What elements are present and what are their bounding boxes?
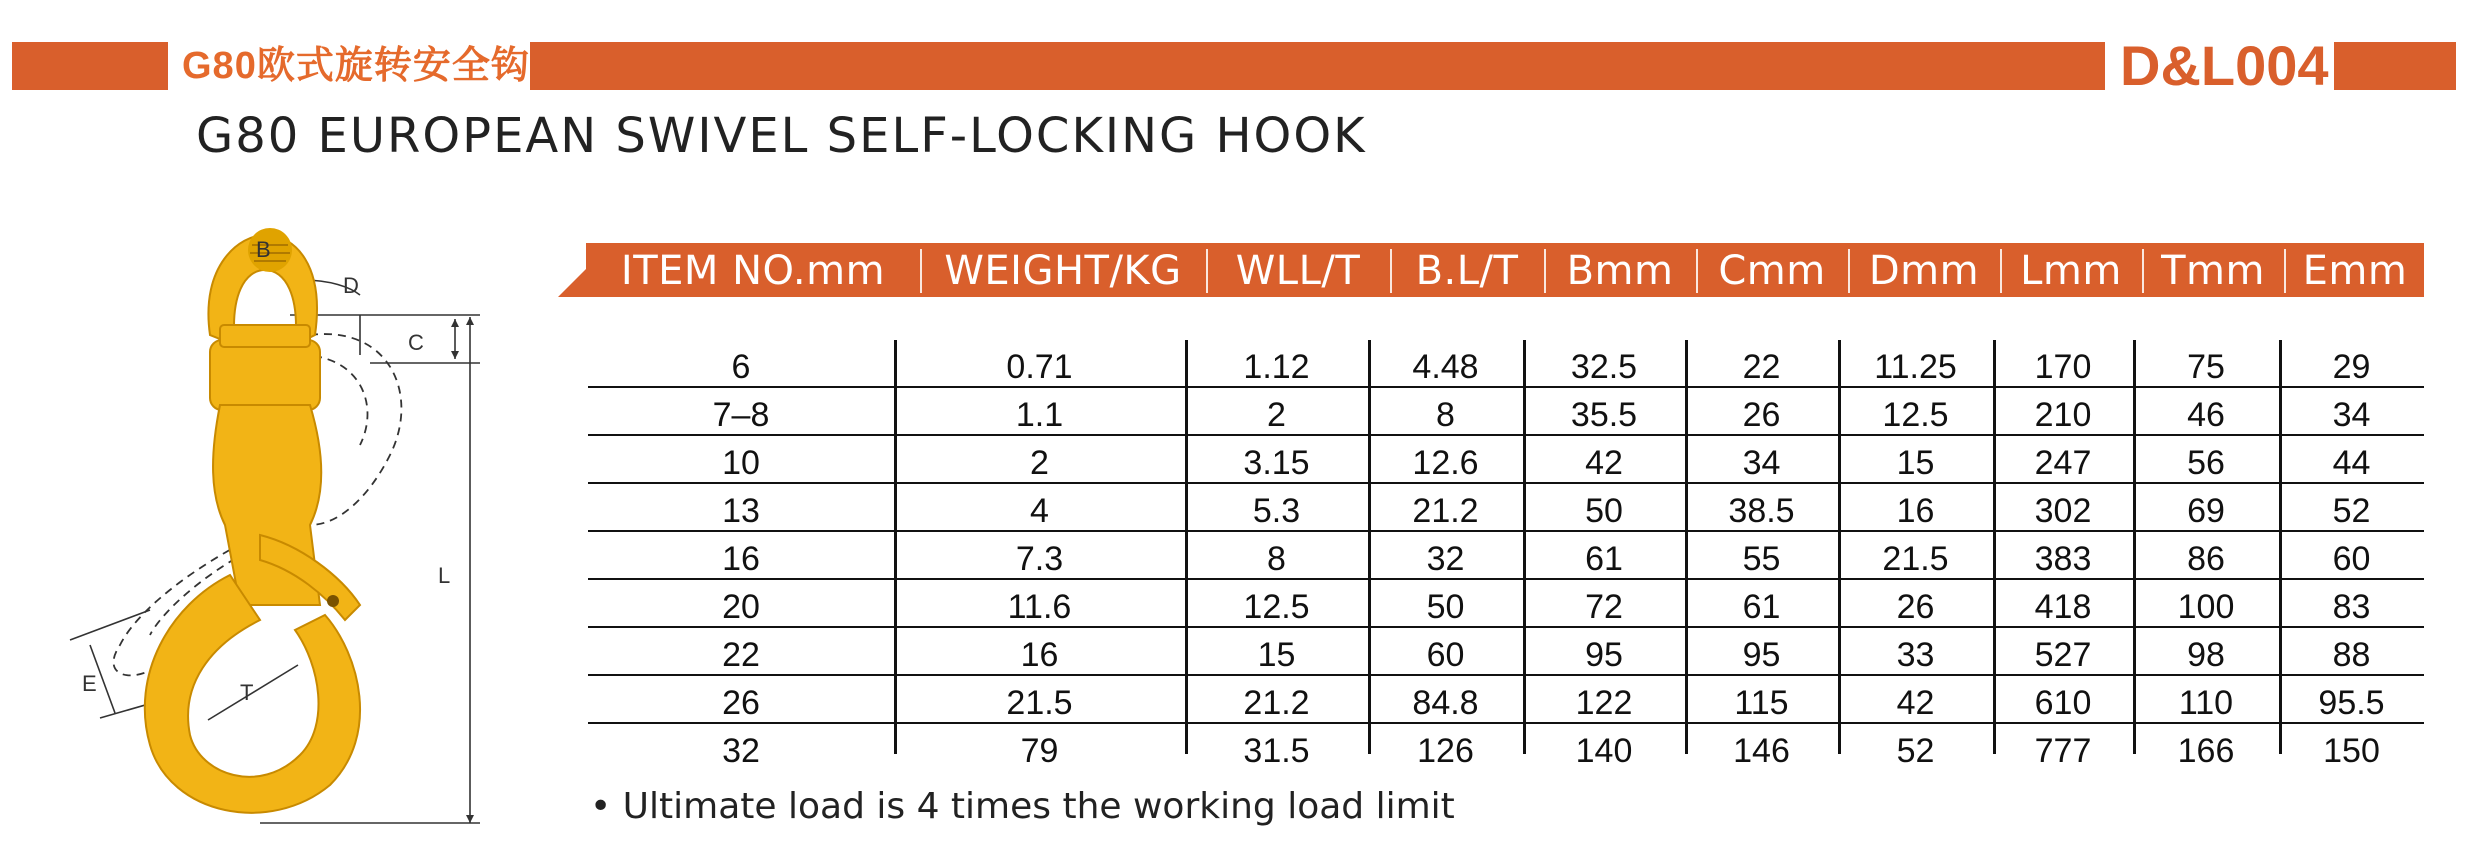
- cell-c: 146: [1733, 732, 1790, 770]
- dim-label-e: E: [82, 671, 97, 696]
- swivel-hook-illustration: [60, 225, 500, 845]
- cell-bl: 84.8: [1412, 684, 1479, 722]
- cell-c: 22: [1742, 348, 1781, 386]
- table-row: [588, 580, 2424, 628]
- dim-label-d: D: [343, 273, 359, 298]
- cell-bl: 12.6: [1412, 444, 1479, 482]
- cell-item-no: 13: [722, 492, 760, 530]
- header-weight: WEIGHT/KG: [944, 248, 1182, 294]
- cell-l: 247: [2034, 444, 2092, 482]
- cell-item-no: 10: [722, 444, 760, 482]
- cell-wll: 12.5: [1243, 588, 1310, 626]
- table-row: [588, 436, 2424, 484]
- cell-b: 50: [1585, 492, 1623, 530]
- product-code: D&L004: [2120, 34, 2329, 97]
- cell-l: 302: [2034, 492, 2092, 530]
- cell-weight: 4: [1030, 492, 1049, 530]
- cell-t: 98: [2187, 636, 2225, 674]
- table-row: [588, 532, 2424, 580]
- header-band-left: [12, 42, 168, 90]
- cell-wll: 21.2: [1243, 684, 1310, 722]
- cell-bl: 8: [1436, 396, 1455, 434]
- footnote: • Ultimate load is 4 times the working load limit: [590, 786, 1455, 827]
- cell-wll: 3.15: [1243, 444, 1310, 482]
- cell-t: 46: [2187, 396, 2225, 434]
- header-d: Dmm: [1868, 248, 1980, 294]
- cell-wll: 2: [1267, 396, 1286, 434]
- cell-c: 38.5: [1728, 492, 1795, 530]
- cell-d: 11.25: [1874, 348, 1957, 386]
- cell-b: 72: [1585, 588, 1623, 626]
- cell-e: 83: [2332, 588, 2371, 626]
- cell-item-no: 20: [722, 588, 760, 626]
- cell-l: 383: [2034, 540, 2092, 578]
- table-row: [588, 388, 2424, 436]
- table-row: [588, 484, 2424, 532]
- table-row: [588, 340, 2424, 388]
- chinese-title: G80欧式旋转安全钩: [182, 45, 530, 87]
- cell-weight: 7.3: [1015, 540, 1064, 578]
- cell-d: 26: [1896, 588, 1935, 626]
- dim-label-t: T: [240, 680, 254, 705]
- cell-bl: 50: [1426, 588, 1465, 626]
- cell-t: 100: [2177, 588, 2235, 626]
- header-l: Lmm: [2020, 248, 2122, 294]
- cell-item-no: 22: [722, 636, 760, 674]
- cell-bl: 21.2: [1412, 492, 1479, 530]
- cell-e: 52: [2332, 492, 2371, 530]
- cell-b: 140: [1575, 732, 1633, 770]
- cell-t: 69: [2187, 492, 2225, 530]
- cell-weight: 2: [1030, 444, 1049, 482]
- cell-bl: 60: [1426, 636, 1465, 674]
- cell-b: 122: [1575, 684, 1633, 722]
- cell-b: 42: [1585, 444, 1623, 482]
- cell-wll: 5.3: [1252, 492, 1301, 530]
- cell-l: 418: [2034, 588, 2092, 626]
- cell-wll: 8: [1267, 540, 1286, 578]
- cell-d: 21.5: [1882, 540, 1949, 578]
- cell-c: 26: [1742, 396, 1781, 434]
- spec-table-body: [588, 340, 2424, 770]
- header-e: Emm: [2302, 248, 2408, 294]
- cell-item-no: 32: [722, 732, 760, 770]
- cell-d: 42: [1896, 684, 1935, 722]
- cell-item-no: 26: [722, 684, 760, 722]
- cell-b: 95: [1585, 636, 1623, 674]
- dim-label-c: C: [408, 330, 424, 355]
- header-bl: B.L/T: [1415, 248, 1519, 294]
- cell-c: 115: [1734, 684, 1789, 722]
- cell-wll: 15: [1257, 636, 1296, 674]
- header-item-no: ITEM NO.mm: [620, 248, 886, 294]
- cell-d: 33: [1896, 636, 1935, 674]
- cell-weight: 79: [1020, 732, 1059, 770]
- cell-item-no: 7–8: [712, 396, 770, 434]
- table-row: [588, 628, 2424, 676]
- cell-bl: 4.48: [1412, 348, 1479, 386]
- cell-weight: 1.1: [1015, 396, 1064, 434]
- dim-label-l: L: [438, 563, 451, 588]
- cell-b: 61: [1585, 540, 1623, 578]
- cell-l: 210: [2034, 396, 2092, 434]
- cell-c: 34: [1742, 444, 1781, 482]
- header-wll: WLL/T: [1235, 248, 1361, 294]
- cell-weight: 0.71: [1006, 348, 1073, 386]
- table-row: [588, 676, 2424, 724]
- table-row: [588, 724, 2424, 770]
- cell-c: 55: [1742, 540, 1781, 578]
- cell-e: 60: [2332, 540, 2371, 578]
- cell-d: 52: [1896, 732, 1935, 770]
- english-title: G80 EUROPEAN SWIVEL SELF-LOCKING HOOK: [196, 108, 1367, 164]
- cell-c: 61: [1742, 588, 1781, 626]
- cell-weight: 11.6: [1007, 588, 1072, 626]
- cell-d: 16: [1896, 492, 1935, 530]
- cell-d: 12.5: [1882, 396, 1949, 434]
- cell-wll: 31.5: [1243, 732, 1310, 770]
- cell-e: 44: [2332, 444, 2371, 482]
- cell-t: 56: [2187, 444, 2225, 482]
- cell-bl: 126: [1417, 732, 1474, 770]
- cell-l: 777: [2034, 732, 2092, 770]
- cell-d: 15: [1896, 444, 1935, 482]
- cell-wll: 1.12: [1243, 348, 1310, 386]
- cell-bl: 32: [1426, 540, 1465, 578]
- cell-e: 29: [2332, 348, 2371, 386]
- cell-l: 610: [2034, 684, 2092, 722]
- cell-l: 527: [2034, 636, 2092, 674]
- cell-item-no: 16: [722, 540, 760, 578]
- cell-t: 75: [2187, 348, 2225, 386]
- cell-t: 166: [2177, 732, 2235, 770]
- header-band-middle: [530, 42, 2105, 90]
- table-header: [558, 243, 2424, 297]
- header-b: Bmm: [1566, 248, 1674, 294]
- cell-b: 32.5: [1570, 348, 1638, 386]
- cell-e: 34: [2332, 396, 2371, 434]
- cell-weight: 21.5: [1006, 684, 1073, 722]
- cell-e: 88: [2332, 636, 2371, 674]
- cell-c: 95: [1742, 636, 1781, 674]
- cell-weight: 16: [1020, 636, 1059, 674]
- cell-e: 95.5: [2318, 684, 2385, 722]
- cell-t: 86: [2187, 540, 2225, 578]
- cell-l: 170: [2034, 348, 2092, 386]
- header-c: Cmm: [1718, 248, 1826, 294]
- header-band-right: [2334, 42, 2456, 90]
- cell-e: 150: [2323, 732, 2380, 770]
- cell-item-no: 6: [731, 348, 751, 386]
- dim-label-b: B: [256, 237, 271, 262]
- cell-b: 35.5: [1570, 396, 1638, 434]
- cell-t: 110: [2178, 684, 2234, 722]
- header-t: Tmm: [2161, 248, 2265, 294]
